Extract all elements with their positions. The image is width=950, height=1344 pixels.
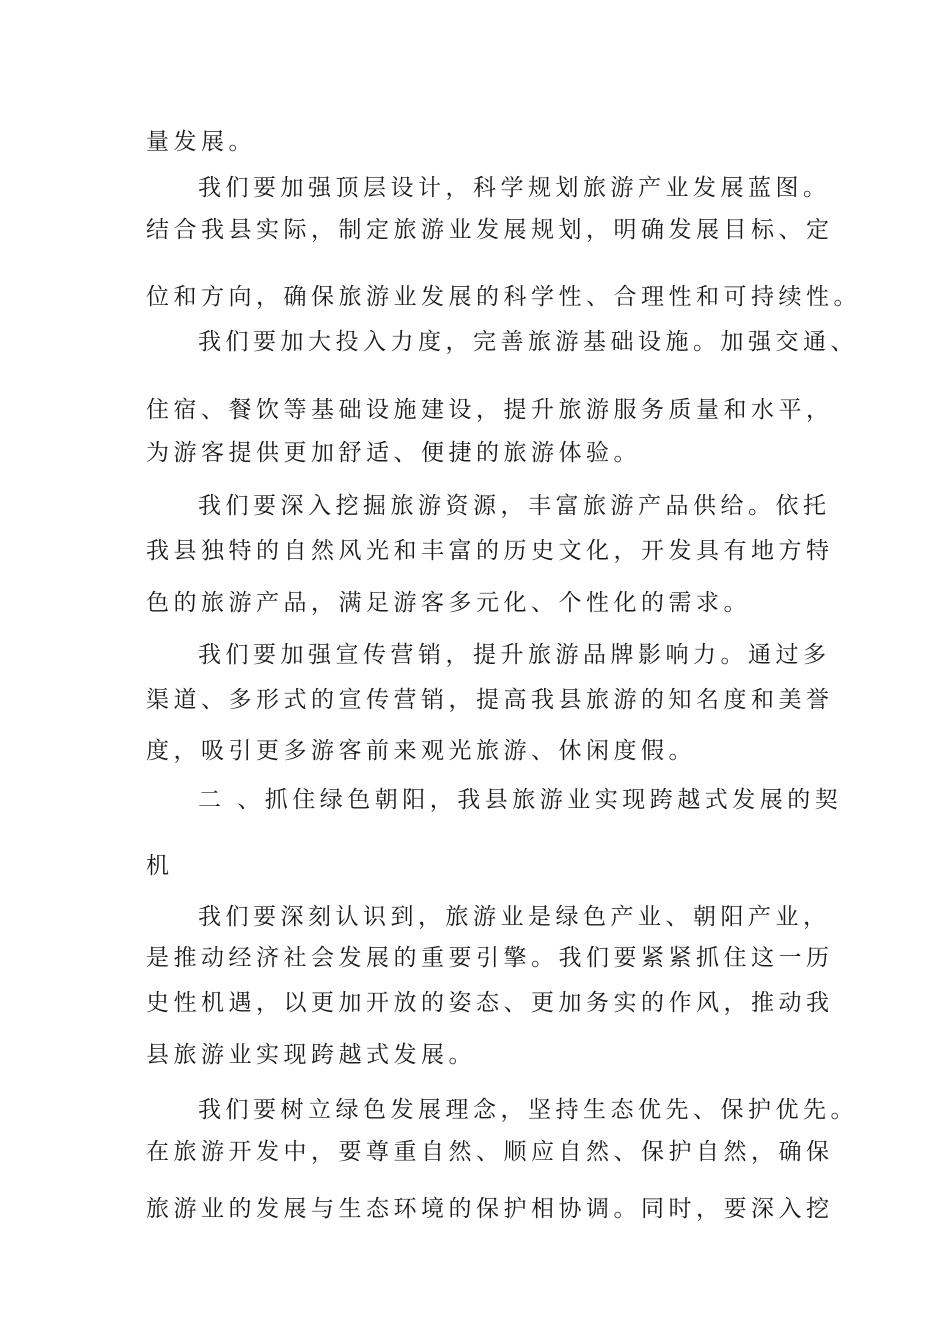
paragraph-first-line: 我们要加强宣传营销，提升旅游品牌影响力。通过多 xyxy=(198,642,831,668)
text-line: 色的旅游产品，满足游客多元化、个性化的需求。 xyxy=(146,590,751,616)
text-line: 位和方向，确保旅游业发展的科学性、合理性和可持续性。 xyxy=(146,284,861,310)
text-line: 我县独特的自然风光和丰富的历史文化，开发具有地方特 xyxy=(146,538,834,564)
text-line: 结合我县实际，制定旅游业发展规划，明确发展目标、定 xyxy=(146,217,834,243)
paragraph-first-line: 我们要树立绿色发展理念，坚持生态优先、保护优先。 xyxy=(198,1097,858,1123)
text-line: 为游客提供更加舒适、便捷的旅游体验。 xyxy=(146,440,641,466)
section-heading-continuation: 机 xyxy=(146,853,174,879)
paragraph-first-line: 我们要深刻认识到，旅游业是绿色产业、朝阳产业， xyxy=(198,904,831,930)
paragraph-first-line: 我们要加大投入力度，完善旅游基础设施。加强交通、 xyxy=(198,329,858,355)
text-line: 量发展。 xyxy=(146,129,256,155)
text-line: 住宿、餐饮等基础设施建设，提升旅游服务质量和水平， xyxy=(146,397,834,423)
text-line: 渠道、多形式的宣传营销，提高我县旅游的知名度和美誉 xyxy=(146,687,834,713)
text-line: 旅游业的发展与生态环境的保护相协调。同时，要深入挖 xyxy=(146,1196,834,1222)
paragraph-first-line: 我们要加强顶层设计，科学规划旅游产业发展蓝图。 xyxy=(198,175,831,201)
paragraph-first-line: 我们要深入挖掘旅游资源，丰富旅游产品供给。依托 xyxy=(198,493,831,519)
text-line: 是推动经济社会发展的重要引擎。我们要紧紧抓住这一历 xyxy=(146,945,834,971)
text-line: 度，吸引更多游客前来观光旅游、休闲度假。 xyxy=(146,738,696,764)
text-line: 史性机遇，以更加开放的姿态、更加务实的作风，推动我 xyxy=(146,990,834,1016)
text-line: 县旅游业实现跨越式发展。 xyxy=(146,1042,476,1068)
text-line: 在旅游开发中，要尊重自然、顺应自然、保护自然，确保 xyxy=(146,1139,834,1165)
section-heading: 二 、抓住绿色朝阳，我县旅游业实现跨越式发展的契 xyxy=(198,787,843,813)
